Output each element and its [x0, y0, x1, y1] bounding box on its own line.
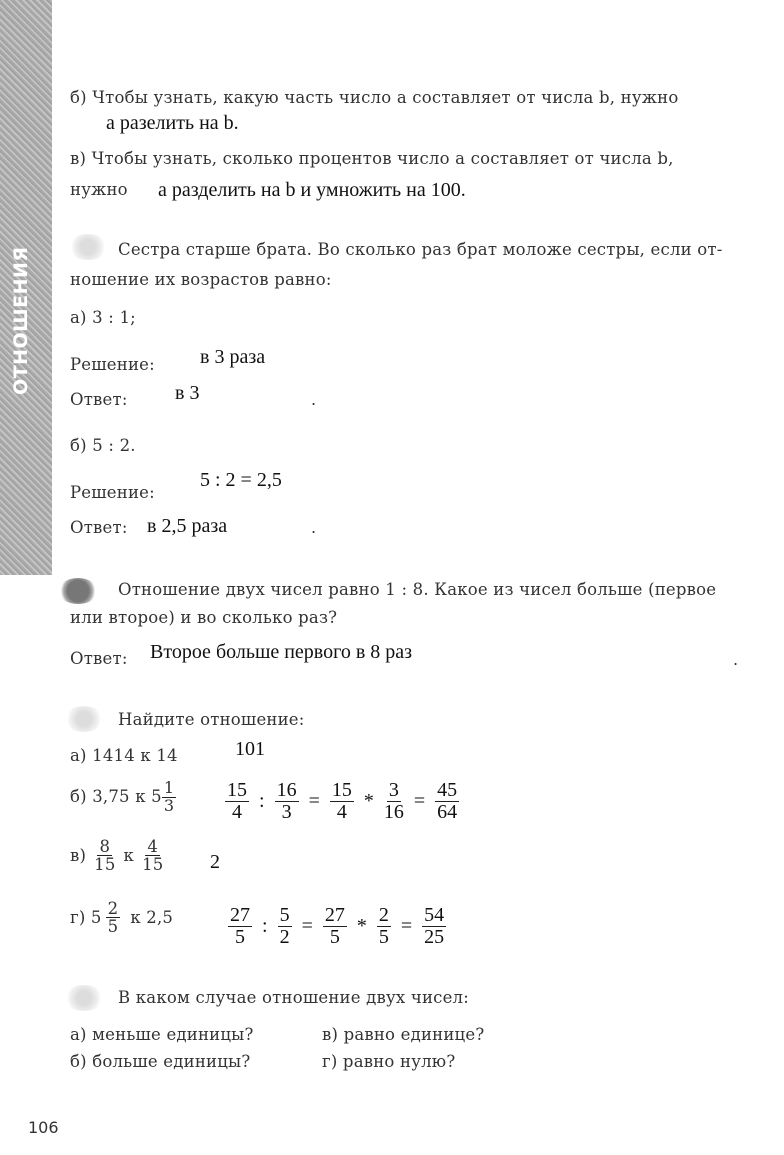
fraction-numerator: 27 [230, 904, 250, 926]
sister-a-solution[interactable]: в 3 раза [200, 346, 266, 368]
sister-question-1: Сестра старше брата. Во сколько раз брат моложе сестры, если от- [118, 240, 723, 259]
answer-end-dot: . [733, 650, 739, 669]
rule-b-answer[interactable]: а разелить на b. [106, 112, 239, 134]
ratio-answer[interactable]: Второе больше первого в 8 раз [150, 641, 413, 663]
operator: * [363, 790, 374, 812]
page-number: 106 [28, 1118, 59, 1137]
fraction-denominator: 3 [163, 795, 175, 815]
fraction-denominator: 25 [424, 926, 445, 948]
sister-a-solution-label: Решение: [70, 355, 155, 374]
fraction-numerator: 1 [163, 778, 175, 797]
case-title: В каком случае отношение двух чисел: [118, 988, 469, 1007]
fraction-denominator: 4 [232, 801, 242, 823]
case-option: а) меньше единицы? [70, 1025, 254, 1044]
rule-v-answer[interactable]: а разделить на b и умножить на 100. [158, 179, 466, 201]
fraction-numerator: 2 [378, 904, 389, 926]
fraction-numerator: 2 [107, 899, 119, 918]
fraction [225, 780, 249, 823]
rule-v-text: в) Чтобы узнать, сколько процентов число a составляет от числа b, [70, 149, 674, 168]
fraction [228, 905, 252, 948]
find-g-prefix: г) 5 [70, 908, 102, 928]
fraction [330, 780, 354, 823]
sister-b-answer[interactable]: в 2,5 раза [147, 515, 228, 537]
fraction-numerator: 3 [388, 779, 399, 801]
task-number-icon [58, 578, 98, 604]
fraction-denominator: 15 [94, 855, 116, 875]
operator: = [413, 790, 426, 812]
answer-end-dot: . [311, 518, 317, 537]
ratio-question-1: Отношение двух чисел равно 1 : 8. Какое из чисел больше (первое [118, 580, 717, 599]
fraction-numerator: 16 [276, 779, 297, 801]
fraction-numerator: 4 [147, 837, 159, 856]
task-number-icon [68, 234, 108, 260]
fraction [275, 780, 299, 823]
rule-b-text: б) Чтобы узнать, какую часть число a составляет от числа b, нужно [70, 88, 679, 107]
operator: : [262, 915, 268, 937]
fraction-numerator: 8 [99, 837, 111, 856]
case-option: в) равно единице? [322, 1025, 485, 1044]
sister-b-answer-label: Ответ: [70, 518, 128, 537]
fraction [435, 780, 459, 823]
find-g-work[interactable] [228, 905, 446, 948]
operator: = [301, 915, 313, 937]
find-v-k: к [123, 846, 135, 866]
fraction-denominator: 4 [336, 801, 347, 823]
sister-a-label: а) 3 : 1; [70, 308, 136, 327]
section-title: ОТНОШЕНИЯ [10, 246, 32, 395]
sister-a-answer[interactable]: в 3 [175, 382, 200, 404]
find-a-answer[interactable]: 101 [235, 738, 265, 760]
find-v-prefix: в) [70, 846, 87, 866]
find-g-suffix: к 2,5 [130, 908, 174, 928]
fraction-numerator: 54 [424, 904, 445, 926]
case-option: г) равно нулю? [322, 1052, 456, 1071]
operator: * [356, 915, 367, 937]
fraction-denominator: 5 [235, 926, 245, 948]
fraction-numerator: 15 [331, 779, 352, 801]
answer-end-dot: . [311, 390, 317, 409]
ratio-answer-label: Ответ: [70, 649, 128, 668]
find-v-answer[interactable]: 2 [210, 851, 220, 873]
fraction-numerator: 5 [279, 904, 290, 926]
operator: = [308, 790, 320, 812]
fraction-denominator: 5 [329, 926, 340, 948]
fraction [384, 780, 404, 823]
operator: : [259, 790, 265, 812]
sister-b-solution-label: Решение: [70, 483, 155, 502]
find-b-prefix: б) 3,75 к 5 [70, 786, 162, 806]
fraction-denominator: 16 [383, 801, 404, 823]
operator: = [400, 915, 413, 937]
fraction-numerator: 15 [227, 779, 247, 801]
fraction [377, 905, 391, 948]
sister-question-2: ношение их возрастов равно: [70, 270, 332, 289]
find-title: Найдите отношение: [118, 710, 305, 729]
task-number-icon [64, 706, 104, 732]
fraction [278, 905, 292, 948]
fraction-denominator: 2 [279, 926, 290, 948]
find-b-label [70, 780, 176, 815]
find-v-label [70, 838, 163, 874]
sister-b-label: б) 5 : 2. [70, 436, 136, 455]
fraction-denominator: 5 [107, 917, 119, 937]
fraction-denominator: 5 [378, 926, 389, 948]
ratio-question-2: или второе) и во сколько раз? [70, 608, 338, 627]
fraction-denominator: 15 [142, 855, 164, 875]
find-b-work[interactable] [225, 780, 459, 823]
fraction-denominator: 64 [437, 801, 458, 823]
fraction [422, 905, 446, 948]
fraction [323, 905, 347, 948]
sister-b-solution[interactable]: 5 : 2 = 2,5 [200, 469, 282, 491]
fraction-denominator: 3 [281, 801, 292, 823]
fraction-numerator: 45 [437, 779, 458, 801]
find-a-label: а) 1414 к 14 [70, 746, 178, 765]
sister-a-answer-label: Ответ: [70, 390, 128, 409]
fraction-numerator: 27 [324, 904, 345, 926]
find-g-label [70, 900, 173, 936]
task-number-icon [64, 985, 104, 1011]
section-sidebar [0, 0, 52, 575]
rule-v-lead: нужно [70, 180, 128, 199]
case-option: б) больше единицы? [70, 1052, 251, 1071]
